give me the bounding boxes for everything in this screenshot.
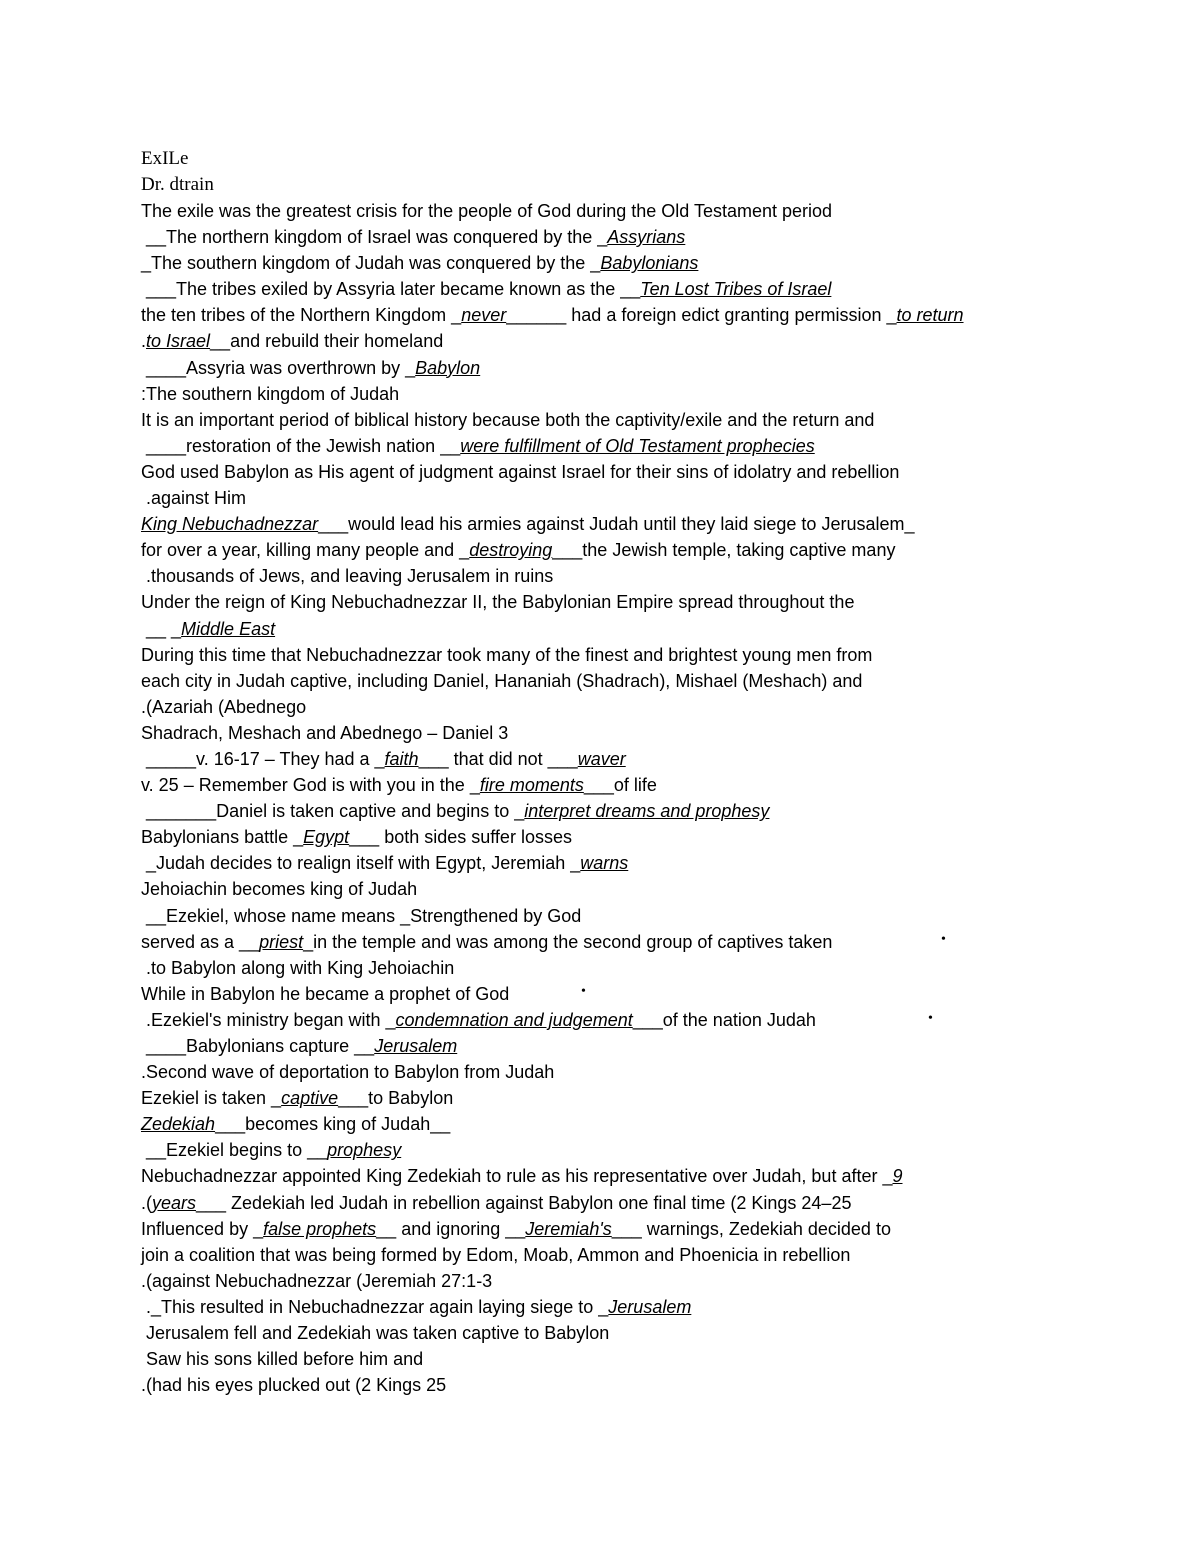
note-text: Jehoiachin becomes king of Judah <box>141 879 418 900</box>
fill-in-answer: destroying <box>469 540 553 561</box>
fill-in-answer: to return <box>896 305 964 326</box>
note-text: ___ Zedekiah led Judah in rebellion against Babylon one final time (2 Kings 24–25 <box>196 1192 852 1213</box>
note-text: ______ had a foreign edict granting permission _ <box>506 305 897 326</box>
note-line <box>141 355 1101 381</box>
note-line <box>141 929 1101 955</box>
note-line <box>141 1190 1101 1216</box>
note-line <box>141 328 1101 354</box>
note-text: _in the temple and was among the second group of captives taken <box>303 931 833 952</box>
note-text: ____restoration of the Jewish nation __ <box>141 435 461 456</box>
note-text: It is an important period of biblical history because both the captivity/exile and the return and <box>141 409 875 430</box>
note-text: ____Babylonians capture __ <box>141 1036 375 1056</box>
fill-in-answer: fire moments <box>479 775 584 796</box>
note-text: _Judah decides to realign itself with Egypt, Jeremiah _ <box>141 853 581 874</box>
note-line <box>141 903 1101 929</box>
fill-in-answer: Middle East <box>181 618 276 639</box>
note-line <box>141 459 1101 485</box>
note-line <box>141 511 1101 537</box>
document-title: ExILe <box>141 148 189 169</box>
note-line <box>141 1346 1101 1372</box>
note-text: Nebuchadnezzar appointed King Zedekiah to rule as his representative over Judah, but after _ <box>141 1166 893 1187</box>
note-line <box>141 589 1101 615</box>
fill-in-answer: Jerusalem <box>608 1296 692 1317</box>
note-text: .to Babylon along with King Jehoiachin <box>141 957 455 978</box>
note-line <box>141 1007 1101 1033</box>
note-text: for over a year, killing many people and _ <box>141 540 470 561</box>
note-text: ___of the nation Judah <box>632 1009 816 1030</box>
note-text: Saw his sons killed before him and <box>141 1349 424 1370</box>
fill-in-answer: 9 <box>892 1166 903 1187</box>
note-line <box>141 485 1101 511</box>
bullet-marker: • <box>928 1011 933 1026</box>
fill-in-answer: King Nebuchadnezzar <box>141 514 319 535</box>
note-text: Ezekiel is taken _ <box>141 1088 282 1109</box>
note-line <box>141 694 1101 720</box>
note-line <box>141 302 1101 328</box>
note-line <box>141 1294 1101 1320</box>
note-line <box>141 798 1101 824</box>
fill-in-answer: condemnation and judgement <box>395 1009 633 1030</box>
note-text: Under the reign of King Nebuchadnezzar II, the Babylonian Empire spread throughout the <box>141 592 855 613</box>
fill-in-answer: waver <box>577 748 626 769</box>
document-author: Dr. dtrain <box>141 174 214 195</box>
note-line <box>141 1320 1101 1346</box>
note-text: Babylonians battle _ <box>141 827 304 848</box>
note-text: .(against Nebuchadnezzar (Jeremiah 27:1-3 <box>141 1270 493 1291</box>
note-line <box>141 198 1101 224</box>
note-text: .Second wave of deportation to Babylon from Judah <box>141 1062 555 1083</box>
bullet-marker: • <box>941 932 946 947</box>
note-text: __Ezekiel, whose name means _Strengthened by God <box>141 905 582 926</box>
note-line <box>141 642 1101 668</box>
fill-in-answer: Assyrians <box>607 227 686 248</box>
fill-in-answer: priest <box>259 931 304 952</box>
note-text: v. 25 – Remember God is with you in the _ <box>141 775 480 796</box>
note-line <box>141 1137 1101 1163</box>
bullet-marker: • <box>581 984 586 999</box>
note-line <box>141 824 1101 850</box>
note-line <box>141 876 1101 902</box>
note-text: God used Babylon as His agent of judgment against Israel for their sins of idolatry and rebellion <box>141 461 900 482</box>
fill-in-answer: Jerusalem <box>374 1036 458 1056</box>
note-line <box>141 981 1101 1007</box>
note-line <box>141 407 1101 433</box>
fill-in-answer: Babylonians <box>600 253 699 274</box>
note-text: .(had his eyes plucked out (2 Kings 25 <box>141 1375 447 1396</box>
note-line <box>141 616 1101 642</box>
note-text: ___the Jewish temple, taking captive many <box>552 540 896 561</box>
note-line <box>141 850 1101 876</box>
note-line <box>141 1216 1101 1242</box>
note-text: ___would lead his armies against Judah until they laid siege to Jerusalem_ <box>318 514 915 535</box>
note-text: Influenced by _ <box>141 1218 264 1239</box>
note-text: The exile was the greatest crisis for the people of God during the Old Testament period <box>141 201 833 221</box>
note-text: served as a __ <box>141 931 260 952</box>
note-text: __ _ <box>141 618 182 639</box>
note-line <box>141 1163 1101 1189</box>
note-line <box>141 746 1101 772</box>
fill-in-answer: interpret dreams and prophesy <box>524 801 770 822</box>
note-text: Shadrach, Meshach and Abednego – Daniel 3 <box>141 722 509 743</box>
fill-in-answer: Babylon <box>415 357 481 378</box>
fill-in-answer: faith <box>384 748 419 769</box>
fill-in-answer: captive <box>281 1088 339 1109</box>
note-text: _The southern kingdom of Judah was conquered by the _ <box>141 253 601 274</box>
note-text: ___ warnings, Zedekiah decided to <box>611 1218 891 1239</box>
note-line <box>141 955 1101 981</box>
note-text: join a coalition that was being formed by Edom, Moab, Ammon and Phoenicia in rebellion <box>141 1244 851 1265</box>
note-text: _____v. 16-17 – They had a _ <box>141 748 385 769</box>
note-text: .against Him <box>141 488 247 509</box>
fill-in-answer: Jeremiah's <box>525 1218 612 1239</box>
note-text: __The northern kingdom of Israel was conquered by the _ <box>141 227 608 248</box>
fill-in-answer: years <box>152 1192 197 1213</box>
note-text: .( <box>141 1192 152 1213</box>
note-text: ___of life <box>583 775 657 796</box>
note-line <box>141 1372 1101 1398</box>
note-text: __ and ignoring __ <box>376 1218 526 1239</box>
note-text: __Ezekiel begins to __ <box>141 1140 328 1161</box>
fill-in-answer: never <box>461 305 507 326</box>
note-line <box>141 381 1101 407</box>
note-text: ___ that did not ___ <box>418 748 578 769</box>
note-text: .Ezekiel's ministry began with _ <box>141 1009 396 1030</box>
fill-in-answer: were fulfillment of Old Testament prophecies <box>460 435 815 456</box>
note-text: ___becomes king of Judah__ <box>215 1114 451 1135</box>
note-text: each city in Judah captive, including Daniel, Hananiah (Shadrach), Mishael (Meshach) and <box>141 670 863 691</box>
note-line <box>141 1059 1101 1085</box>
notes-lines <box>141 198 1101 1398</box>
document-body <box>141 146 1101 1398</box>
note-text: ___to Babylon <box>338 1088 454 1109</box>
note-text: While in Babylon he became a prophet of God <box>141 983 510 1004</box>
fill-in-answer: false prophets <box>263 1218 377 1239</box>
note-text: the ten tribes of the Northern Kingdom _ <box>141 305 462 326</box>
note-text: ._This resulted in Nebuchadnezzar again laying siege to _ <box>141 1296 609 1317</box>
note-line <box>141 250 1101 276</box>
note-text: ___The tribes exiled by Assyria later became known as the __ <box>141 279 641 300</box>
fill-in-answer: to Israel <box>146 331 211 352</box>
fill-in-answer: warns <box>580 853 629 874</box>
note-line <box>141 772 1101 798</box>
note-text: :The southern kingdom of Judah <box>141 383 400 404</box>
note-text: .(Azariah (Abednego <box>141 696 307 717</box>
note-line <box>141 433 1101 459</box>
note-text: _______Daniel is taken captive and begins to _ <box>141 801 525 822</box>
note-line <box>141 537 1101 563</box>
note-text: ___ both sides suffer losses <box>349 827 572 848</box>
note-text: ____Assyria was overthrown by _ <box>141 357 416 378</box>
note-line <box>141 1111 1101 1137</box>
note-line <box>141 1242 1101 1268</box>
note-text: __and rebuild their homeland <box>210 331 444 352</box>
fill-in-answer: Ten Lost Tribes of Israel <box>640 279 832 300</box>
note-line <box>141 720 1101 746</box>
note-line <box>141 1085 1101 1111</box>
note-line <box>141 1268 1101 1294</box>
note-line <box>141 276 1101 302</box>
note-text: .thousands of Jews, and leaving Jerusalem in ruins <box>141 566 554 587</box>
fill-in-answer: Egypt <box>303 827 350 848</box>
note-text: . <box>141 331 147 352</box>
note-line <box>141 1033 1101 1059</box>
note-text: During this time that Nebuchadnezzar took many of the finest and brightest young men from <box>141 644 873 665</box>
note-text: Jerusalem fell and Zedekiah was taken captive to Babylon <box>141 1323 610 1344</box>
note-line <box>141 668 1101 694</box>
note-line <box>141 224 1101 250</box>
fill-in-answer: prophesy <box>327 1140 402 1161</box>
note-line <box>141 563 1101 589</box>
fill-in-answer: Zedekiah <box>141 1114 216 1135</box>
